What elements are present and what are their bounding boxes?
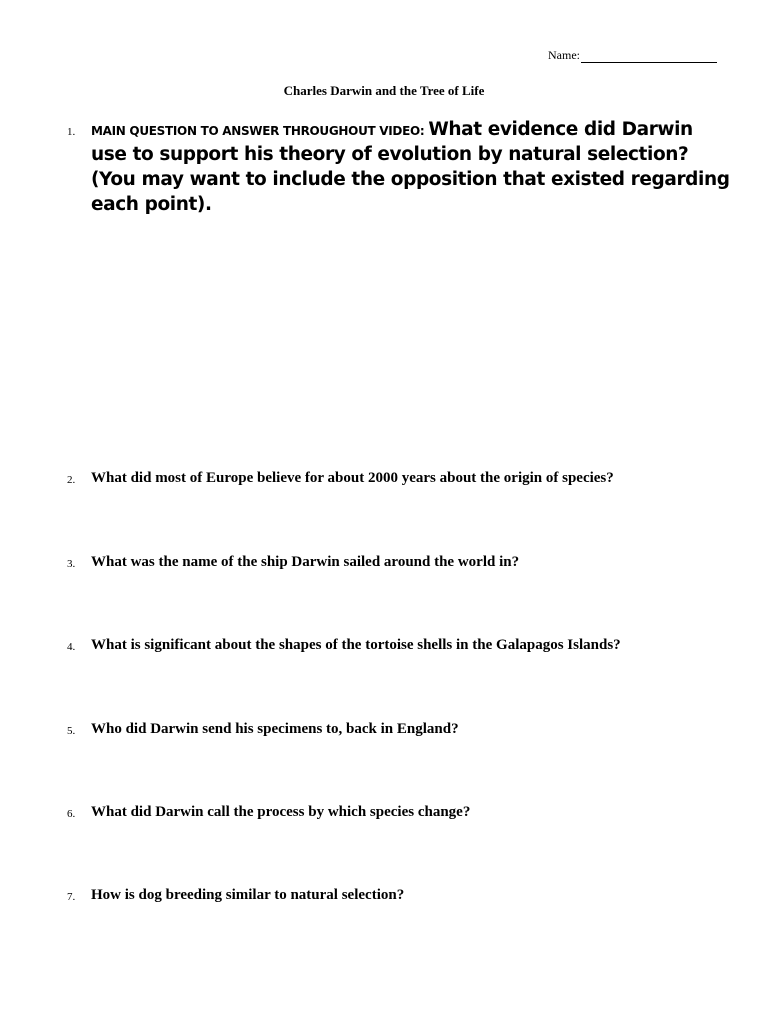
question-number-7: 7.: [67, 891, 76, 903]
question-number-2: 2.: [67, 474, 76, 486]
question-4: What is significant about the shapes of the tortoise shells in the Galapagos Islands?: [91, 637, 621, 653]
name-blank-line[interactable]: [581, 49, 717, 63]
question-7: How is dog breeding similar to natural selection?: [91, 887, 405, 903]
name-field[interactable]: [548, 48, 717, 63]
question-2: What did most of Europe believe for about 2000 years about the origin of species?: [91, 470, 614, 486]
question-number-1: 1.: [67, 126, 76, 138]
main-question-text: What evidence did Darwin use to support his theory of evolution by natural selection? (You may want to include the opposition that existed regarding each point).: [91, 119, 730, 215]
main-question: [91, 118, 731, 218]
question-5: Who did Darwin send his specimens to, back in England?: [91, 721, 459, 737]
question-6: What did Darwin call the process by which species change?: [91, 804, 471, 820]
question-number-3: 3.: [67, 558, 76, 570]
question-number-5: 5.: [67, 725, 76, 737]
question-number-4: 4.: [67, 641, 76, 653]
main-question-lead: MAIN QUESTION TO ANSWER THROUGHOUT VIDEO:: [91, 124, 425, 138]
name-label: Name:: [548, 48, 580, 62]
question-3: What was the name of the ship Darwin sailed around the world in?: [91, 554, 520, 570]
question-number-6: 6.: [67, 808, 76, 820]
worksheet-title: Charles Darwin and the Tree of Life: [283, 83, 485, 98]
